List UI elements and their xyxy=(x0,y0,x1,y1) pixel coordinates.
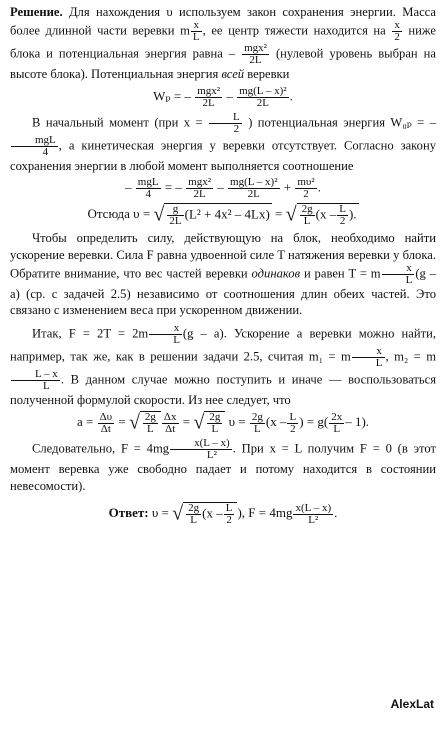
fraction-L-over-2: $\frac{L}{2}$ xyxy=(209,112,242,135)
p1-text-c: ниже блока и потенциальная энергия равна – xyxy=(10,23,436,61)
paragraph-1 xyxy=(10,4,436,83)
answer-label: Ответ: xyxy=(108,505,149,521)
p1-italic-word: всей xyxy=(221,67,245,82)
p1-text-b: , ее центр тяжести находится на xyxy=(202,23,386,38)
fraction-x-over-2: $\frac{x}{2}$ xyxy=(394,19,400,44)
p1-text-a: Для нахождения υ используем закон сохранения энергии. Масса более длинной части веревки m xyxy=(10,5,436,38)
paragraph-5: Следовательно, F = 4mg $\frac{x(L - x)}{\text{L²}}$ . При x = L получим F = 0 (в этот момент веревка уже свободно падает и потому находится в состоянии невесомости). xyxy=(10,437,436,493)
fraction-x-over-L: $\frac{x}{L}$ xyxy=(192,19,200,44)
answer-line: Ответ: υ = √ $\frac{2g}{L}$ (x – $\frac{L}{2}$ ), F = 4mg $\frac{x(L - x)}{\text{L²}}$ . xyxy=(108,501,338,527)
paragraph-4: Итак, F = 2T = 2m $\frac{x}{L}$ (g – a). Ускорение a веревки можно найти, например, так же, как в решении задачи 2.5, считая m₁ = m $\frac{x}{L}$ , m₂ = m $\frac{L - x}{L}$ . В данном случае можно поступить и иначе — воспользоваться полученной формулой скорости. Из нее следует, что xyxy=(10,321,436,407)
paragraph-2: В начальный момент (при x = $\frac{L}{2}$ ) потенциальная энергия W₀ₚ = – $\frac{\text{mgL}}{4}$ , а кинетическая энергия у веревки отсутствует. Согласно закону сохранения энергии в любой момент выполняется соотношение xyxy=(10,110,436,173)
equation-acceleration: a = $\frac{\Delta\upsilon}{\Delta t}$ = √ $\frac{2g}{L}$ $\frac{\Delta x}{\Delta t}$ = √ $\frac{2g}{L}$ υ = $\frac{2g}{L}$ (x – $\frac{L}{2}$ ) = g( $\frac{2x}{L}$ – 1). xyxy=(76,410,370,436)
fraction-mgL-over-4: $\frac{\text{mgL}}{4}$ xyxy=(11,135,58,158)
paragraph-3: Чтобы определить силу, действующую на блок, необходимо найти ускорение веревки. Сила F равна удвоенной силе T натяжения веревки у блока. Обратите внимание, что вес частей веревки одинаков и равен T = m $\frac{x}{L}$ (g – a) (ср. с задачей 2.5) независимо от соотношения длин обеих частей. Это связано с изменением веса при ускоренном движении. xyxy=(10,231,436,318)
signature: AlexLat xyxy=(390,697,434,711)
fraction-mgx2-over-2L: $\frac{\text{mgx²}}{2L}$ xyxy=(244,42,267,67)
equation-velocity: Отсюда υ = √ $\frac{g}{2L}$ (L² + 4x² – 4Lx) = √ $\frac{2g}{L}$ (x – $\frac{L}{2}$ ). xyxy=(87,203,357,228)
equation-energy-conservation: – $\frac{\text{mgL}}{4}$ = – $\frac{\text{mgx²}}{2L}$ – $\frac{\text{mg(L – x)²}}{2L}$ + $\frac{\text{mυ²}}{2}$ . xyxy=(125,176,321,201)
p1-text-d: (нулевой уровень выбран на высоте блока). Потенциальная энергия xyxy=(10,46,436,82)
p1-text-e: веревки xyxy=(247,67,290,82)
equation-potential-energy: Wₚ = – $\frac{\text{mgx²}}{2L}$ – $\frac{\text{mg(L – x)²}}{2L}$ . xyxy=(153,84,293,109)
solution-heading: Решение. xyxy=(10,5,63,19)
